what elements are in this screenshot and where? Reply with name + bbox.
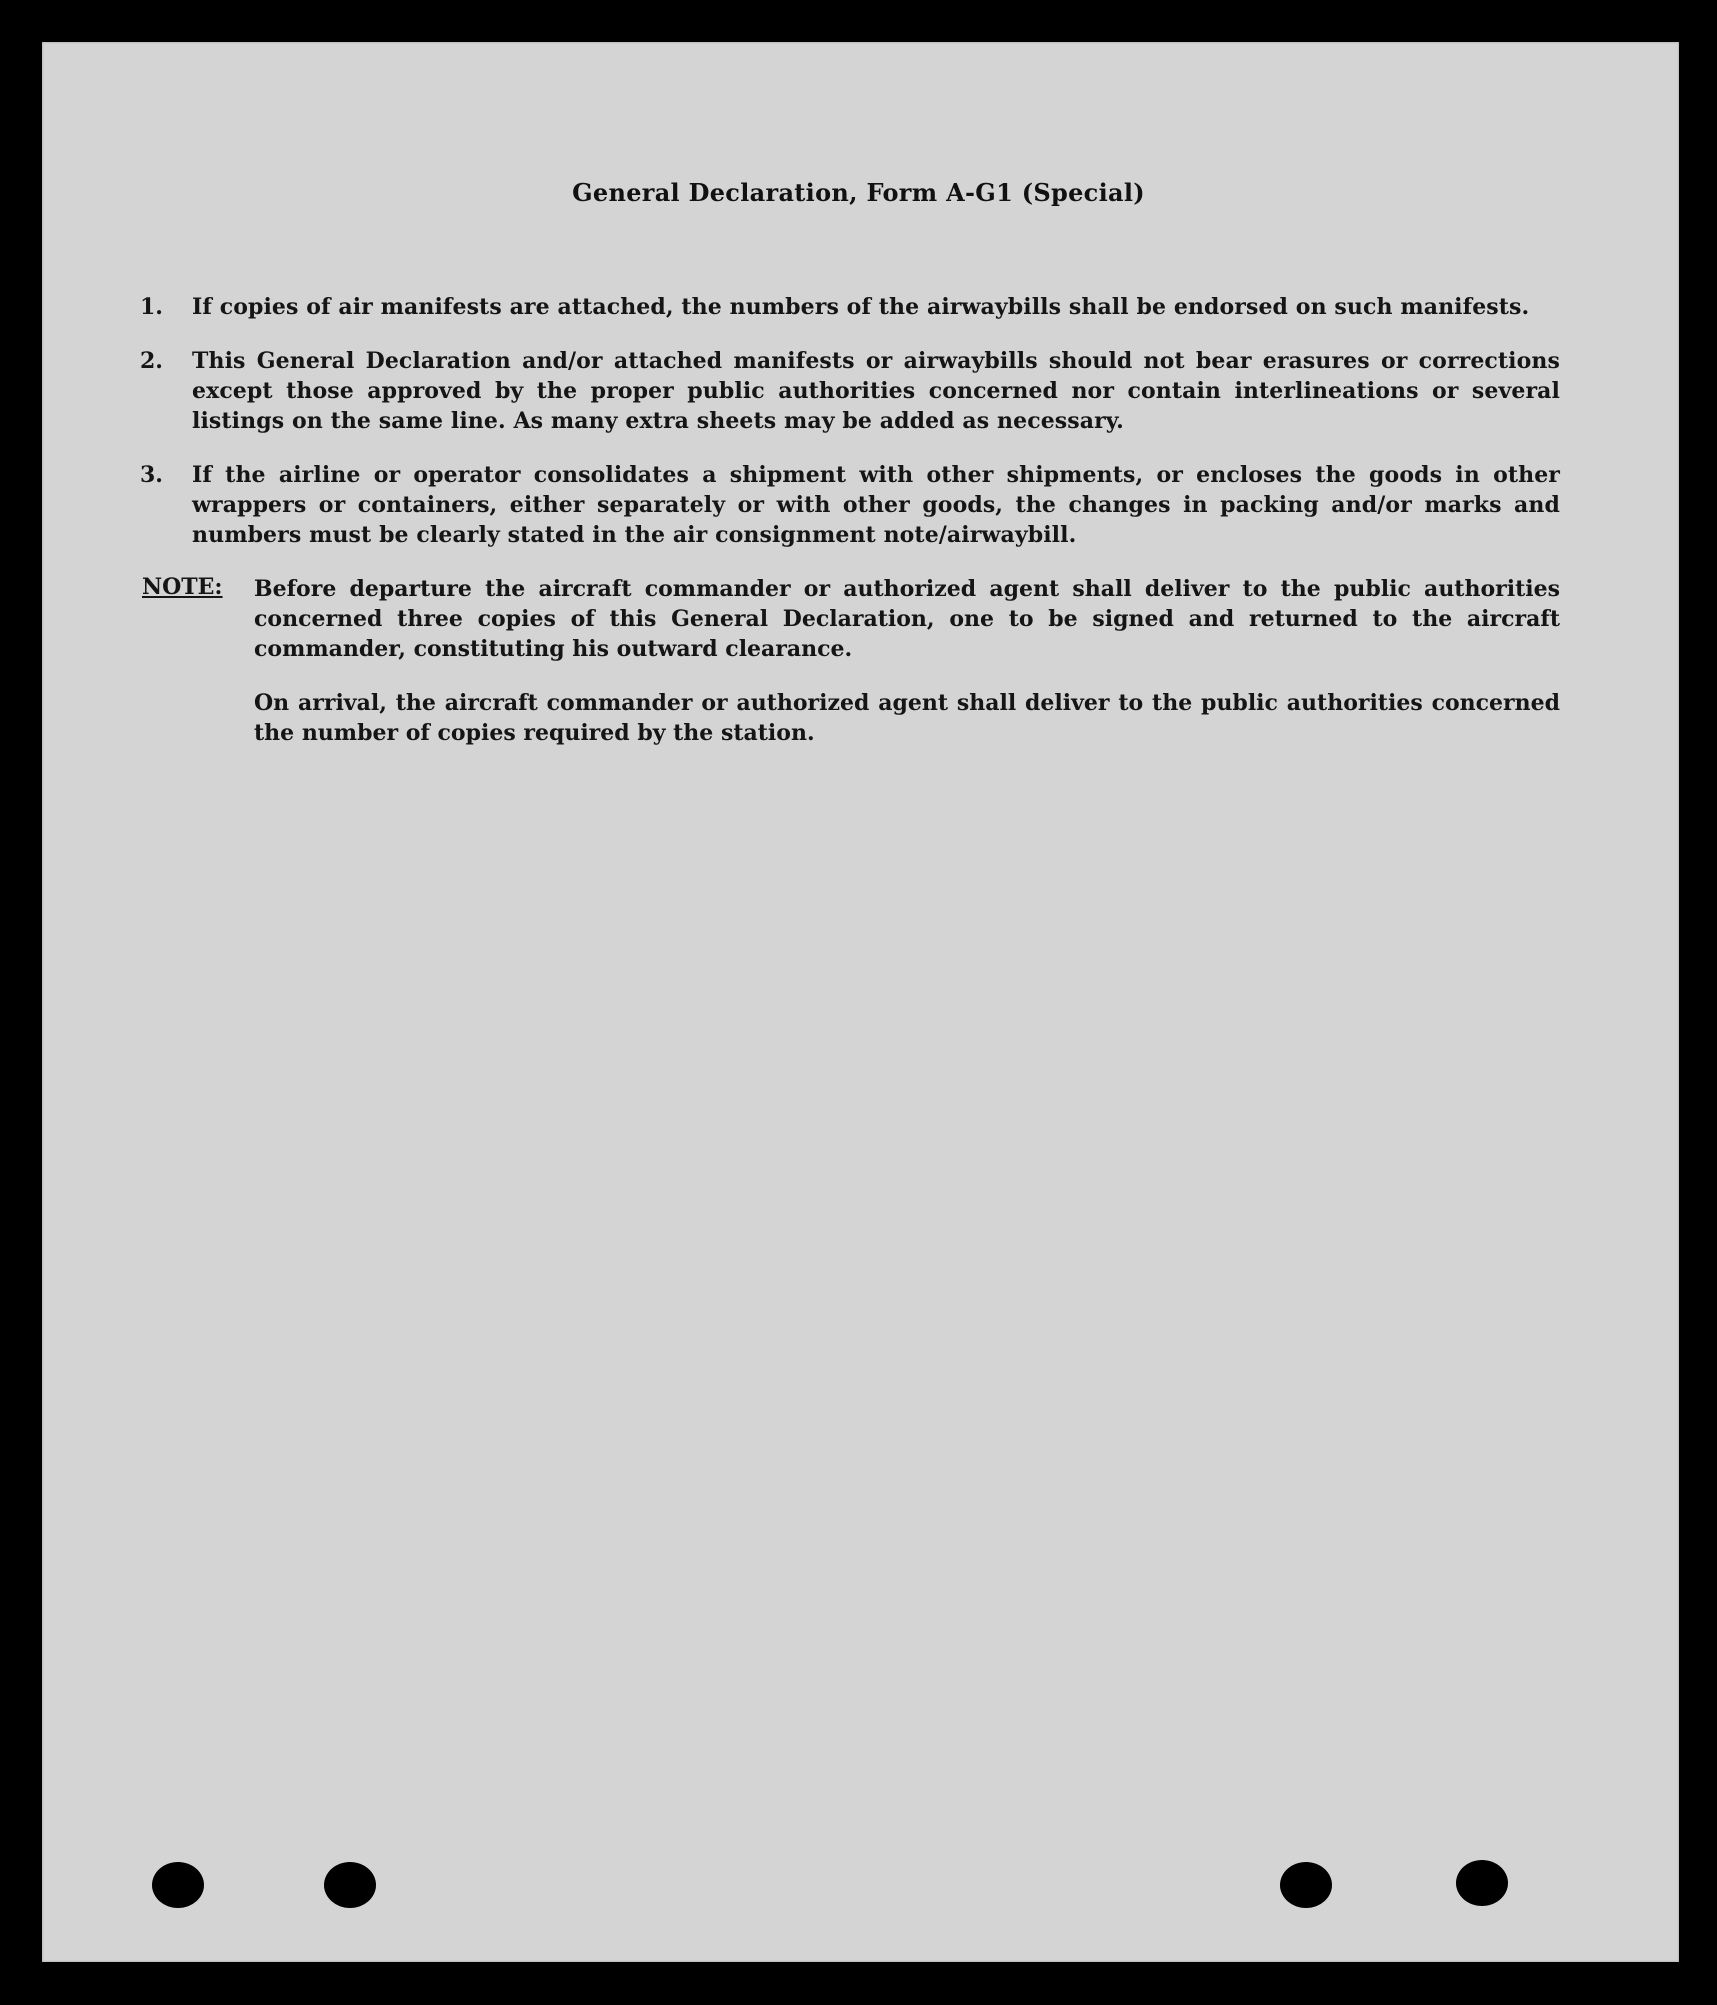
- list-item-2: [140, 346, 1560, 436]
- item-text: If copies of air manifests are attached, the numbers of the airwaybills shall be endorsed on such manifests.: [192, 294, 1530, 320]
- note-label: NOTE:: [142, 574, 223, 600]
- list-item-3: [140, 460, 1560, 550]
- item-text: If the airline or operator consolidates a shipment with other shipments, or encloses the goods in other wrappers or containers, either separately or with other goods, the changes in packing and/or marks and numbers must be clearly stated in the air consignment note/airwaybill.: [192, 462, 1560, 548]
- item-number: 1.: [140, 294, 163, 320]
- document-page: [42, 42, 1679, 1962]
- note-paragraph-2: On arrival, the aircraft commander or authorized agent shall deliver to the public authorities concerned the number of copies required by the station.: [254, 690, 1560, 746]
- list-item-1: [140, 292, 1560, 322]
- punch-hole-2: [324, 1862, 376, 1908]
- punch-hole-1: [152, 1862, 204, 1908]
- punch-hole-3: [1280, 1862, 1332, 1908]
- item-number: 2.: [140, 348, 163, 374]
- item-number: 3.: [140, 462, 163, 488]
- punch-hole-4: [1456, 1860, 1508, 1906]
- note-paragraph-1: Before departure the aircraft commander or authorized agent shall deliver to the public authorities concerned three copies of this General Declaration, one to be signed and returned to the aircraft commander, constituting his outward clearance.: [254, 576, 1560, 662]
- item-text: This General Declaration and/or attached manifests or airwaybills should not bear erasures or corrections except those approved by the proper public authorities concerned nor contain interlineations or several listings on the same line. As many extra sheets may be added as necessary.: [192, 348, 1560, 434]
- page-title: General Declaration, Form A-G1 (Special): [572, 178, 1145, 207]
